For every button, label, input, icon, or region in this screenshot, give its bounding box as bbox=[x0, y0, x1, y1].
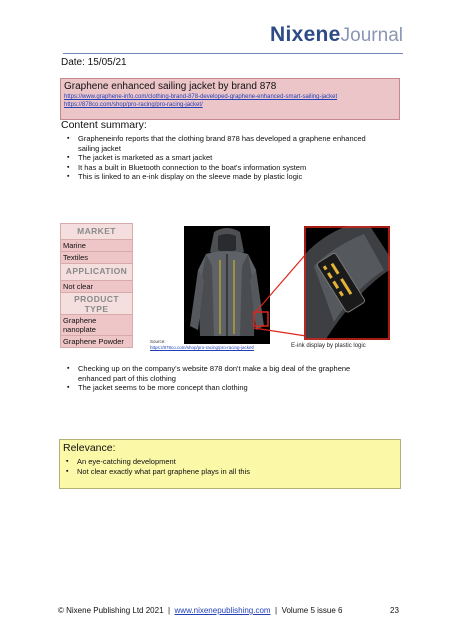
market-value: Textiles bbox=[60, 252, 133, 264]
logo-secondary: Journal bbox=[340, 25, 403, 46]
article-title-box bbox=[60, 78, 400, 120]
summary-heading: Content summary: bbox=[61, 119, 147, 131]
footer-copyright: © Nixene Publishing Ltd 2021 bbox=[58, 606, 164, 615]
market-label: MARKET bbox=[60, 223, 133, 240]
article-link-878co[interactable]: https://878co.com/shop/pro-racing/pro-racing-jacket/ bbox=[64, 102, 203, 108]
page-footer bbox=[58, 606, 343, 615]
list-item: ▪ This is linked to an e-ink display on the sleeve made by plastic logic bbox=[66, 172, 366, 182]
image-caption: E-ink display by plastic logic bbox=[291, 343, 366, 349]
market-value: Marine bbox=[60, 240, 133, 252]
sleeve-closeup-photo bbox=[304, 226, 390, 340]
footer-separator: | bbox=[275, 606, 278, 615]
image-source bbox=[150, 339, 290, 351]
footer-website-link[interactable]: www.nixenepublishing.com bbox=[174, 606, 271, 615]
source-label: Source: bbox=[150, 339, 166, 344]
list-item: ▪ The jacket seems to be more concept than clothing bbox=[66, 383, 366, 393]
category-panel bbox=[60, 223, 133, 348]
list-item: ▪ It has a built in Bluetooth connection to the boat's information system bbox=[66, 163, 366, 173]
relevance-heading: Relevance: bbox=[63, 442, 116, 454]
header-divider bbox=[63, 53, 403, 54]
list-item: ▪ The jacket is marketed as a smart jacket bbox=[66, 153, 366, 163]
footer-separator: | bbox=[167, 606, 171, 615]
footer-volume: Volume 5 issue 6 bbox=[281, 606, 343, 615]
product-type-value: Graphene Powder bbox=[60, 336, 133, 348]
notes-list bbox=[66, 364, 366, 393]
callout-lines bbox=[250, 250, 310, 340]
application-label: APPLICATION bbox=[60, 264, 133, 281]
article-date: Date: 15/05/21 bbox=[61, 57, 127, 68]
product-type-label: PRODUCT TYPE bbox=[60, 293, 133, 315]
source-link[interactable]: https://878co.com/shop/pro-racing/pro-racing-jacket/ bbox=[150, 345, 255, 350]
list-item: ▪ Checking up on the company's website 878 don't make a big deal of the graphene enhanced part of this clothing bbox=[66, 364, 366, 383]
application-value: Not clear bbox=[60, 281, 133, 293]
list-item: ▪ An eye-catching development bbox=[65, 457, 397, 467]
relevance-list bbox=[63, 457, 397, 476]
list-item: ▪ Not clear exactly what part graphene plays in all this bbox=[65, 467, 397, 477]
product-type-value: Graphene nanoplate bbox=[60, 315, 133, 336]
article-link-graphene-info[interactable]: https://www.graphene-info.com/clothing-brand-878-developed-graphene-enhanced-smart-sailing-jacket bbox=[64, 94, 338, 100]
page-number: 23 bbox=[390, 606, 399, 615]
relevance-box bbox=[59, 439, 401, 489]
list-item: ▪ Grapheneinfo reports that the clothing brand 878 has developed a graphene enhanced sailing jacket bbox=[66, 134, 366, 153]
logo-primary: Nixene bbox=[270, 23, 341, 46]
journal-logo bbox=[270, 24, 403, 45]
article-title: Graphene enhanced sailing jacket by brand 878 bbox=[64, 81, 277, 92]
summary-list bbox=[66, 134, 366, 182]
